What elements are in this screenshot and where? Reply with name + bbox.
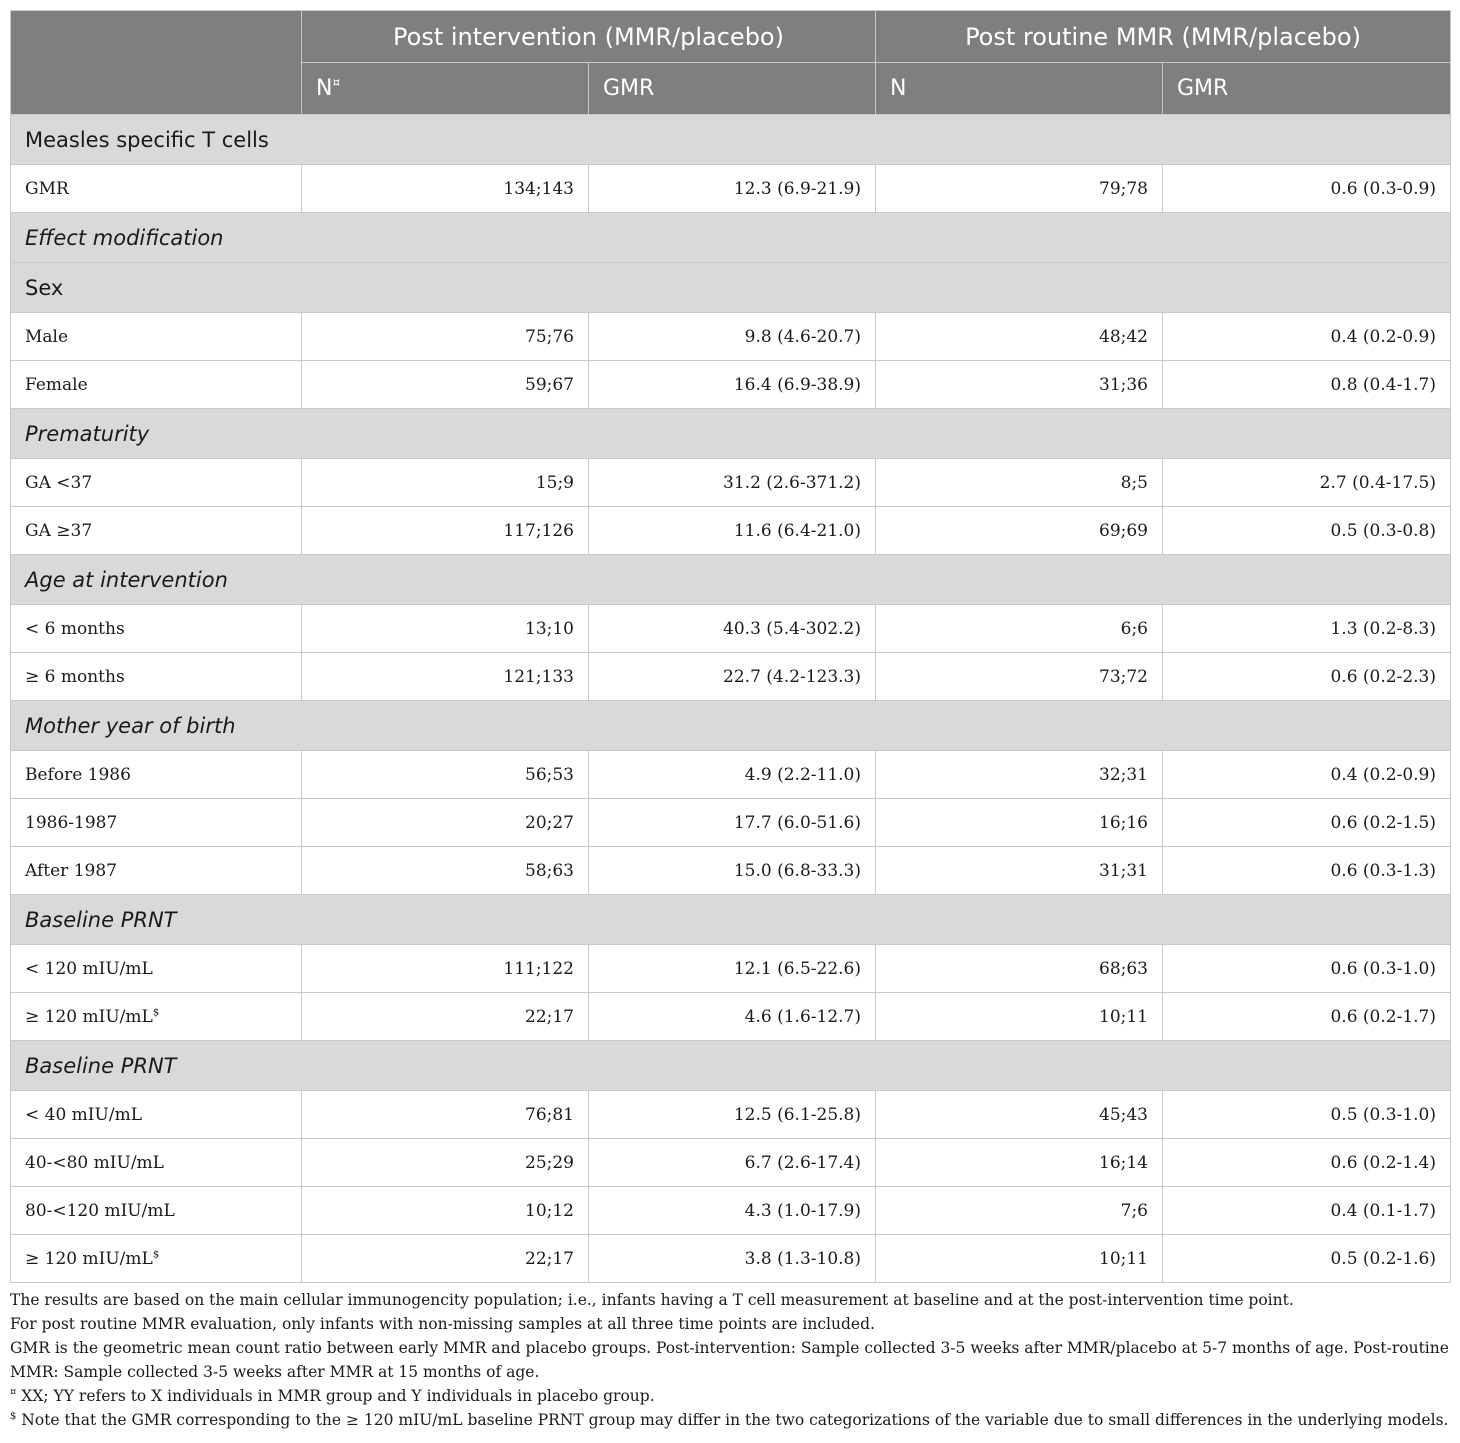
cell-gmr-intervention: 15.0 (6.8-33.3)	[589, 847, 876, 895]
subheader-n-mark: ¤	[332, 75, 341, 90]
cell-n-routine: 48;42	[876, 313, 1163, 361]
row-label-footnote-mark: $	[152, 1248, 160, 1260]
cell-n-routine: 32;31	[876, 751, 1163, 799]
cell-gmr-intervention: 12.1 (6.5-22.6)	[589, 945, 876, 993]
cell-n-routine: 45;43	[876, 1091, 1163, 1139]
footnote-mark: ¤	[10, 1386, 17, 1398]
row-label-cell	[11, 1139, 302, 1187]
cell-gmr-intervention: 31.2 (2.6-371.2)	[589, 459, 876, 507]
row-label-cell	[11, 945, 302, 993]
section-row	[11, 555, 1451, 605]
row-label: ≥ 120 mIU/mL	[25, 1248, 153, 1269]
cell-n-routine: 7;6	[876, 1187, 1163, 1235]
cell-gmr-routine: 0.6 (0.2-1.7)	[1163, 993, 1451, 1041]
row-label: After 1987	[25, 860, 117, 881]
table-row	[11, 1187, 1451, 1235]
footnote-text: The results are based on the main cellular immunogencity population; i.e., infants having a T cell measurement at baseline and at the post-intervention time point.	[10, 1291, 1294, 1309]
cell-n-intervention: 134;143	[302, 165, 589, 213]
row-label-cell	[11, 751, 302, 799]
cell-gmr-intervention: 6.7 (2.6-17.4)	[589, 1139, 876, 1187]
cell-n-routine: 8;5	[876, 459, 1163, 507]
cell-gmr-routine: 0.6 (0.3-1.0)	[1163, 945, 1451, 993]
cell-gmr-intervention: 4.3 (1.0-17.9)	[589, 1187, 876, 1235]
cell-gmr-routine: 0.4 (0.1-1.7)	[1163, 1187, 1451, 1235]
cell-gmr-routine: 0.5 (0.2-1.6)	[1163, 1235, 1451, 1283]
row-label: < 6 months	[25, 618, 125, 639]
footnote	[10, 1384, 1455, 1408]
cell-gmr-intervention: 22.7 (4.2-123.3)	[589, 653, 876, 701]
row-label-cell	[11, 993, 302, 1041]
row-label: < 120 mIU/mL	[25, 958, 153, 979]
table-row	[11, 361, 1451, 409]
cell-gmr-routine: 0.6 (0.3-1.3)	[1163, 847, 1451, 895]
table-row	[11, 1139, 1451, 1187]
cell-n-intervention: 58;63	[302, 847, 589, 895]
section-row	[11, 1041, 1451, 1091]
row-label: GA ≥37	[25, 520, 93, 541]
cell-n-intervention: 56;53	[302, 751, 589, 799]
cell-n-intervention: 22;17	[302, 993, 589, 1041]
cell-gmr-intervention: 16.4 (6.9-38.9)	[589, 361, 876, 409]
cell-gmr-intervention: 9.8 (4.6-20.7)	[589, 313, 876, 361]
cell-n-intervention: 76;81	[302, 1091, 589, 1139]
table-row	[11, 799, 1451, 847]
table-row	[11, 459, 1451, 507]
subheader-gmr-routine: GMR	[1163, 63, 1451, 115]
cell-gmr-routine: 0.5 (0.3-1.0)	[1163, 1091, 1451, 1139]
cell-n-routine: 10;11	[876, 1235, 1163, 1283]
row-label: 80-<120 mIU/mL	[25, 1200, 175, 1221]
cell-gmr-intervention: 3.8 (1.3-10.8)	[589, 1235, 876, 1283]
cell-n-intervention: 25;29	[302, 1139, 589, 1187]
table-header	[11, 11, 1451, 115]
footnote-text: GMR is the geometric mean count ratio between early MMR and placebo groups. Post-intervention: Sample collected 3-5 weeks after MMR/placebo at 5-7 months of age. Post-routine MMR: Sample collected 3-5 weeks after MMR at 15 months of age.	[10, 1339, 1449, 1381]
header-post-routine: Post routine MMR (MMR/placebo)	[876, 11, 1451, 63]
subheader-n-intervention	[302, 63, 589, 115]
row-label: Female	[25, 374, 88, 395]
row-label: Before 1986	[25, 764, 131, 785]
cell-gmr-routine: 0.4 (0.2-0.9)	[1163, 313, 1451, 361]
row-label: ≥ 120 mIU/mL	[25, 1006, 153, 1027]
cell-n-intervention: 75;76	[302, 313, 589, 361]
row-label-cell	[11, 507, 302, 555]
footnote	[10, 1312, 1455, 1336]
section-row	[11, 895, 1451, 945]
row-label: 40-<80 mIU/mL	[25, 1152, 164, 1173]
row-label-cell	[11, 653, 302, 701]
table-row	[11, 751, 1451, 799]
table-row	[11, 165, 1451, 213]
row-label-cell	[11, 1235, 302, 1283]
row-label: GMR	[25, 178, 69, 199]
cell-n-intervention: 15;9	[302, 459, 589, 507]
results-table	[10, 10, 1451, 1283]
cell-gmr-intervention: 40.3 (5.4-302.2)	[589, 605, 876, 653]
table-body	[11, 115, 1451, 1283]
cell-n-routine: 16;14	[876, 1139, 1163, 1187]
row-label-cell	[11, 1187, 302, 1235]
cell-n-intervention: 20;27	[302, 799, 589, 847]
table-row	[11, 313, 1451, 361]
cell-n-routine: 6;6	[876, 605, 1163, 653]
footnote	[10, 1408, 1455, 1432]
row-label-footnote-mark: $	[152, 1006, 160, 1018]
cell-n-routine: 69;69	[876, 507, 1163, 555]
section-row	[11, 115, 1451, 165]
section-row	[11, 409, 1451, 459]
row-label: ≥ 6 months	[25, 666, 125, 687]
row-label-cell	[11, 1091, 302, 1139]
section-row	[11, 701, 1451, 751]
cell-gmr-routine: 0.6 (0.2-2.3)	[1163, 653, 1451, 701]
cell-n-intervention: 117;126	[302, 507, 589, 555]
cell-gmr-routine: 0.8 (0.4-1.7)	[1163, 361, 1451, 409]
row-label-cell	[11, 165, 302, 213]
row-label-cell	[11, 313, 302, 361]
section-row	[11, 213, 1451, 263]
cell-n-routine: 73;72	[876, 653, 1163, 701]
subheader-n-routine: N	[876, 63, 1163, 115]
cell-gmr-intervention: 12.3 (6.9-21.9)	[589, 165, 876, 213]
row-label-cell	[11, 361, 302, 409]
table-row	[11, 847, 1451, 895]
row-label-cell	[11, 605, 302, 653]
row-label: GA <37	[25, 472, 93, 493]
table-row	[11, 1091, 1451, 1139]
cell-gmr-routine: 0.6 (0.3-0.9)	[1163, 165, 1451, 213]
cell-n-routine: 31;31	[876, 847, 1163, 895]
cell-gmr-routine: 0.6 (0.2-1.5)	[1163, 799, 1451, 847]
footnote-text: For post routine MMR evaluation, only infants with non-missing samples at all three time points are included.	[10, 1315, 875, 1333]
cell-n-intervention: 10;12	[302, 1187, 589, 1235]
cell-gmr-routine: 0.5 (0.3-0.8)	[1163, 507, 1451, 555]
cell-n-intervention: 22;17	[302, 1235, 589, 1283]
table-footnotes	[10, 1288, 1455, 1432]
row-label: < 40 mIU/mL	[25, 1104, 142, 1125]
cell-gmr-routine: 0.4 (0.2-0.9)	[1163, 751, 1451, 799]
table-row	[11, 507, 1451, 555]
row-label-cell	[11, 847, 302, 895]
cell-n-intervention: 59;67	[302, 361, 589, 409]
section-title: Measles specific T cells	[11, 115, 1451, 165]
cell-n-routine: 10;11	[876, 993, 1163, 1041]
cell-gmr-intervention: 11.6 (6.4-21.0)	[589, 507, 876, 555]
row-label: 1986-1987	[25, 812, 118, 833]
subheader-n-label: N	[316, 76, 333, 101]
header-empty-cell	[11, 11, 302, 115]
row-label-cell	[11, 799, 302, 847]
cell-gmr-intervention: 17.7 (6.0-51.6)	[589, 799, 876, 847]
cell-n-intervention: 13;10	[302, 605, 589, 653]
section-title: Effect modification	[11, 213, 1451, 263]
section-title: Prematurity	[11, 409, 1451, 459]
section-title: Sex	[11, 263, 1451, 313]
cell-gmr-intervention: 4.6 (1.6-12.7)	[589, 993, 876, 1041]
cell-gmr-intervention: 4.9 (2.2-11.0)	[589, 751, 876, 799]
footnote	[10, 1336, 1455, 1384]
table-row	[11, 945, 1451, 993]
subheader-gmr-intervention: GMR	[589, 63, 876, 115]
cell-gmr-routine: 0.6 (0.2-1.4)	[1163, 1139, 1451, 1187]
footnote-text: XX; YY refers to X individuals in MMR group and Y individuals in placebo group.	[16, 1387, 655, 1405]
header-post-intervention: Post intervention (MMR/placebo)	[302, 11, 876, 63]
cell-gmr-routine: 1.3 (0.2-8.3)	[1163, 605, 1451, 653]
row-label-cell	[11, 459, 302, 507]
section-title: Baseline PRNT	[11, 1041, 1451, 1091]
cell-gmr-intervention: 12.5 (6.1-25.8)	[589, 1091, 876, 1139]
cell-n-intervention: 111;122	[302, 945, 589, 993]
footnote-mark: $	[10, 1410, 17, 1422]
section-title: Mother year of birth	[11, 701, 1451, 751]
cell-n-routine: 68;63	[876, 945, 1163, 993]
section-title: Age at intervention	[11, 555, 1451, 605]
footnote	[10, 1288, 1455, 1312]
table-row	[11, 993, 1451, 1041]
footnote-text: Note that the GMR corresponding to the ≥ 120 mIU/mL baseline PRNT group may differ in the two categorizations of the variable due to small differences in the underlying models.	[16, 1411, 1449, 1429]
cell-n-routine: 16;16	[876, 799, 1163, 847]
results-table-container	[10, 10, 1450, 1283]
section-title: Baseline PRNT	[11, 895, 1451, 945]
table-row	[11, 653, 1451, 701]
table-row	[11, 605, 1451, 653]
section-row	[11, 263, 1451, 313]
cell-gmr-routine: 2.7 (0.4-17.5)	[1163, 459, 1451, 507]
cell-n-intervention: 121;133	[302, 653, 589, 701]
cell-n-routine: 31;36	[876, 361, 1163, 409]
row-label: Male	[25, 326, 69, 347]
table-row	[11, 1235, 1451, 1283]
cell-n-routine: 79;78	[876, 165, 1163, 213]
